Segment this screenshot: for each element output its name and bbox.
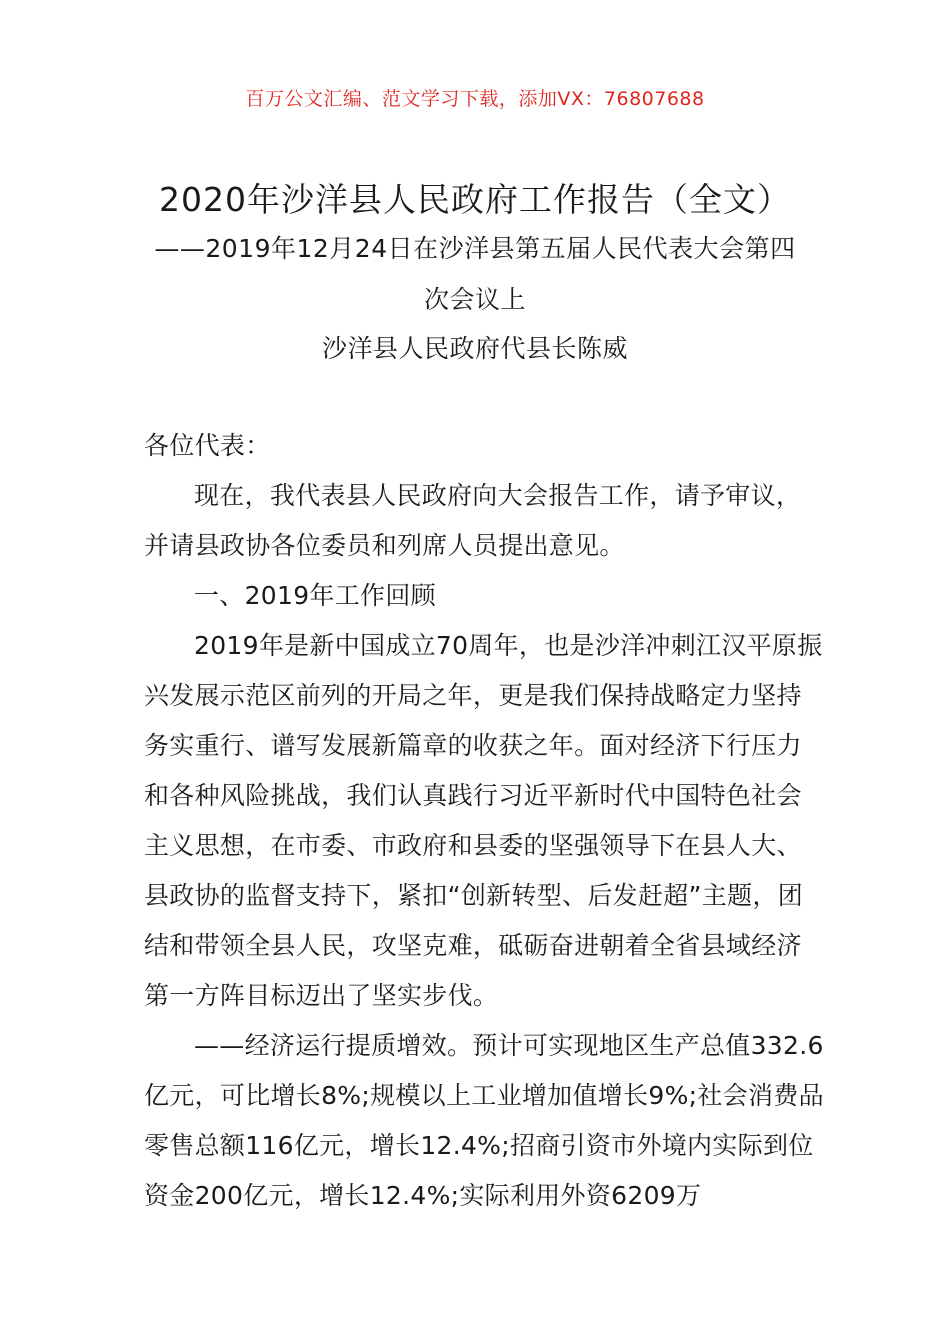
section-heading: 一、2019年工作回顾 [194, 581, 436, 610]
document-subtitle-line2: 次会议上 [423, 285, 526, 314]
paragraph-economy: ——经济运行提质增效。预计可实现地区生产总值332.6亿元，可比增长8%;规模以上工业增加值增长9%;社会消费品零售总额116亿元，增长12.4%;招商引资市外境内实际到位资金200亿元，增长12.4%;实际利用外资6209万 [144, 1031, 824, 1210]
document-body [144, 471, 824, 1221]
salutation: 各位代表： [144, 431, 271, 460]
paragraph-review: 2019年是新中国成立70周年，也是沙洋冲刺江汉平原振兴发展示范区前列的开局之年，更是我们保持战略定力坚持务实重行、谱写发展新篇章的收获之年。面对经济下行压力和各种风险挑战，我们认真践行习近平新时代中国特色社会主义思想，在市委、市政府和县委的坚强领导下在县人大、县政协的监督支持下，紧扣“创新转型、后发赶超”主题，团结和带领全县人民，攻坚克难，砥砺奋进朝着全省县域经济第一方阵目标迈出了坚实步伐。 [144, 631, 823, 1010]
document-author: 沙洋县人民政府代县长陈威 [321, 334, 628, 363]
paragraph-opening: 现在，我代表县人民政府向大会报告工作，请予审议，并请县政协各位委员和列席人员提出意见。 [144, 481, 802, 560]
document-subtitle-line1: ——2019年12月24日在沙洋县第五届人民代表大会第四 [154, 234, 796, 263]
watermark-text: 百万公文汇编、范文学习下载，添加VX：76807688 [245, 88, 705, 110]
document-title: 2020年沙洋县人民政府工作报告（全文） [159, 180, 791, 219]
